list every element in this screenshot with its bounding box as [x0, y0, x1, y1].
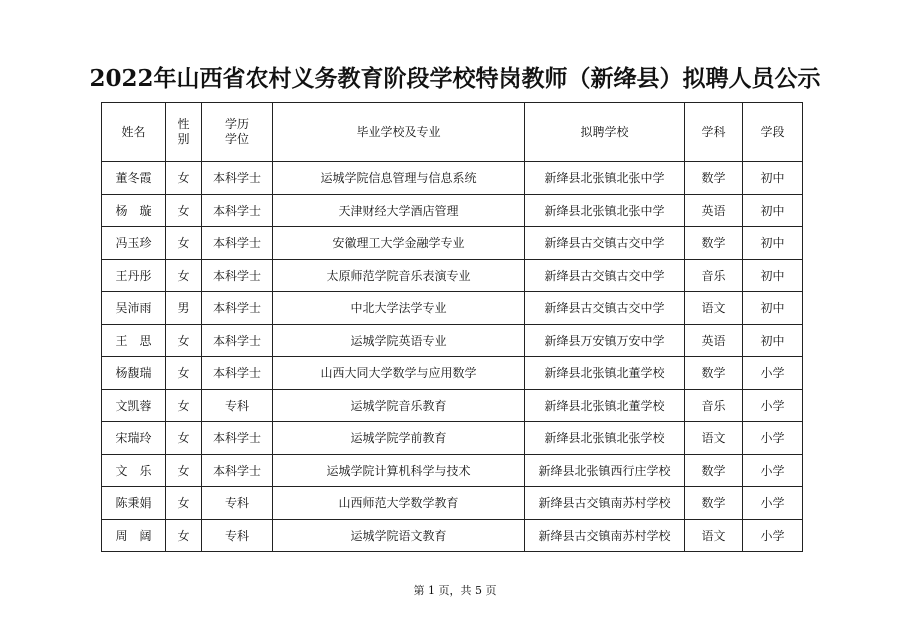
cell-name: 王 思 [102, 324, 166, 357]
page-footer: 第 1 页，共 5 页 [413, 584, 497, 597]
cell-stage: 小学 [743, 454, 803, 487]
cell-stage: 小学 [743, 487, 803, 520]
table-row [102, 227, 803, 260]
cell-school-major: 运城学院语文教育 [273, 519, 525, 552]
candidate-table [101, 102, 803, 552]
cell-hire-school: 新绛县北张镇北张学校 [525, 422, 685, 455]
header-gender [166, 103, 202, 162]
cell-school-major: 山西师范大学数学教育 [273, 487, 525, 520]
table-row [102, 194, 803, 227]
cell-stage: 小学 [743, 519, 803, 552]
cell-stage: 初中 [743, 324, 803, 357]
cell-hire-school: 新绛县古交镇古交中学 [525, 292, 685, 325]
cell-degree: 本科学士 [202, 227, 273, 260]
cell-school-major: 运城学院学前教育 [273, 422, 525, 455]
cell-subject: 英语 [685, 194, 743, 227]
cell-school-major: 天津财经大学酒店管理 [273, 194, 525, 227]
header-school-major: 毕业学校及专业 [273, 103, 525, 162]
cell-gender: 女 [166, 454, 202, 487]
table-body [102, 162, 803, 552]
cell-school-major: 安徽理工大学金融学专业 [273, 227, 525, 260]
cell-degree: 本科学士 [202, 292, 273, 325]
cell-degree: 本科学士 [202, 324, 273, 357]
table-header-row [102, 103, 803, 162]
cell-subject: 音乐 [685, 259, 743, 292]
cell-name: 杨馥瑞 [102, 357, 166, 390]
header-degree [202, 103, 273, 162]
page-title: 2022年山西省农村义务教育阶段学校特岗教师（新绛县）拟聘人员公示 [89, 65, 821, 92]
cell-degree: 本科学士 [202, 162, 273, 195]
cell-gender: 女 [166, 194, 202, 227]
cell-subject: 语文 [685, 422, 743, 455]
cell-name: 周 阔 [102, 519, 166, 552]
cell-gender: 女 [166, 357, 202, 390]
cell-subject: 数学 [685, 227, 743, 260]
cell-school-major: 太原师范学院音乐表演专业 [273, 259, 525, 292]
cell-school-major: 运城学院信息管理与信息系统 [273, 162, 525, 195]
header-subject: 学科 [685, 103, 743, 162]
cell-hire-school: 新绛县北张镇北董学校 [525, 357, 685, 390]
cell-stage: 初中 [743, 194, 803, 227]
cell-school-major: 运城学院计算机科学与技术 [273, 454, 525, 487]
cell-stage: 初中 [743, 162, 803, 195]
cell-gender: 女 [166, 162, 202, 195]
cell-gender: 女 [166, 227, 202, 260]
table-row [102, 324, 803, 357]
cell-name: 王丹彤 [102, 259, 166, 292]
cell-degree: 专科 [202, 389, 273, 422]
cell-degree: 本科学士 [202, 357, 273, 390]
cell-school-major: 中北大学法学专业 [273, 292, 525, 325]
cell-hire-school: 新绛县北张镇西行庄学校 [525, 454, 685, 487]
cell-stage: 初中 [743, 227, 803, 260]
cell-subject: 数学 [685, 487, 743, 520]
cell-hire-school: 新绛县古交镇古交中学 [525, 227, 685, 260]
cell-stage: 小学 [743, 422, 803, 455]
cell-school-major: 运城学院英语专业 [273, 324, 525, 357]
cell-name: 陈秉娟 [102, 487, 166, 520]
cell-degree: 本科学士 [202, 454, 273, 487]
cell-stage: 小学 [743, 357, 803, 390]
table-row [102, 357, 803, 390]
cell-name: 吴沛雨 [102, 292, 166, 325]
cell-gender: 女 [166, 422, 202, 455]
header-stage: 学段 [743, 103, 803, 162]
cell-gender: 女 [166, 259, 202, 292]
cell-subject: 语文 [685, 292, 743, 325]
cell-degree: 本科学士 [202, 194, 273, 227]
header-gender-line2: 别 [177, 132, 190, 146]
header-degree-line1: 学历 [224, 117, 249, 131]
table-row [102, 422, 803, 455]
table-row [102, 519, 803, 552]
cell-hire-school: 新绛县北张镇北张中学 [525, 194, 685, 227]
cell-name: 宋瑞玲 [102, 422, 166, 455]
cell-degree: 本科学士 [202, 259, 273, 292]
cell-school-major: 运城学院音乐教育 [273, 389, 525, 422]
cell-name: 董冬霞 [102, 162, 166, 195]
cell-gender: 女 [166, 389, 202, 422]
cell-hire-school: 新绛县古交镇南苏村学校 [525, 487, 685, 520]
cell-hire-school: 新绛县北张镇北董学校 [525, 389, 685, 422]
cell-subject: 数学 [685, 454, 743, 487]
cell-subject: 英语 [685, 324, 743, 357]
cell-gender: 男 [166, 292, 202, 325]
cell-school-major: 山西大同大学数学与应用数学 [273, 357, 525, 390]
table-row [102, 292, 803, 325]
cell-degree: 专科 [202, 487, 273, 520]
cell-stage: 小学 [743, 389, 803, 422]
cell-hire-school: 新绛县万安镇万安中学 [525, 324, 685, 357]
cell-subject: 语文 [685, 519, 743, 552]
header-gender-line1: 性 [177, 117, 190, 131]
table-row [102, 487, 803, 520]
table-row [102, 389, 803, 422]
cell-name: 文凯蓉 [102, 389, 166, 422]
header-hire-school: 拟聘学校 [525, 103, 685, 162]
cell-gender: 女 [166, 519, 202, 552]
cell-hire-school: 新绛县古交镇古交中学 [525, 259, 685, 292]
cell-hire-school: 新绛县古交镇南苏村学校 [525, 519, 685, 552]
cell-gender: 女 [166, 487, 202, 520]
cell-hire-school: 新绛县北张镇北张中学 [525, 162, 685, 195]
cell-degree: 本科学士 [202, 422, 273, 455]
header-name: 姓名 [102, 103, 166, 162]
cell-name: 杨 璇 [102, 194, 166, 227]
cell-stage: 初中 [743, 259, 803, 292]
cell-subject: 数学 [685, 162, 743, 195]
cell-subject: 数学 [685, 357, 743, 390]
table-row [102, 162, 803, 195]
table-row [102, 259, 803, 292]
cell-name: 冯玉珍 [102, 227, 166, 260]
cell-name: 文 乐 [102, 454, 166, 487]
cell-stage: 初中 [743, 292, 803, 325]
cell-degree: 专科 [202, 519, 273, 552]
header-degree-line2: 学位 [224, 132, 249, 146]
cell-subject: 音乐 [685, 389, 743, 422]
table-row [102, 454, 803, 487]
cell-gender: 女 [166, 324, 202, 357]
